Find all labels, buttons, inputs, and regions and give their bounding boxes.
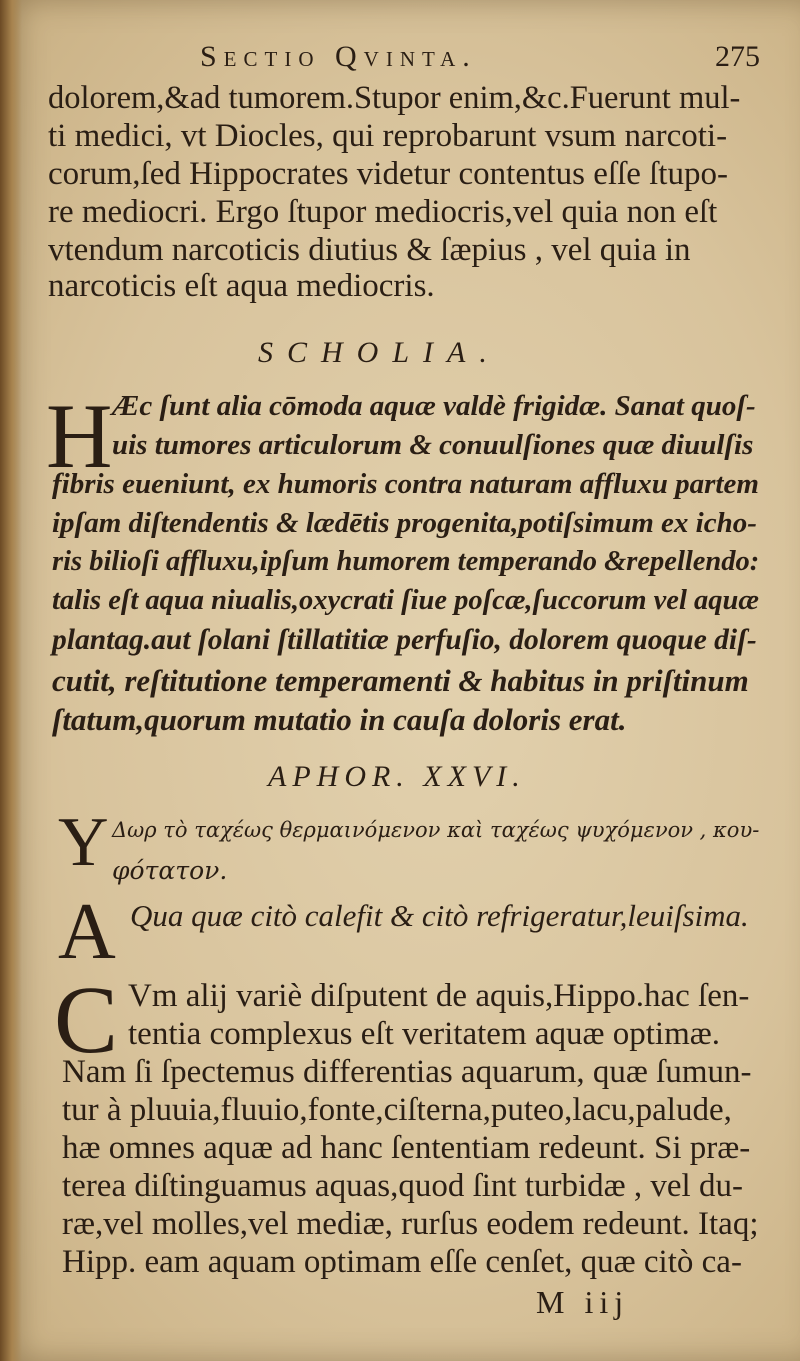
text-line: hæ omnes aquæ ad hanc ſententiam redeunt. Si præ- bbox=[62, 1130, 751, 1166]
text-line: tur à pluuia,fluuio,fonte,ciſterna,puteo,lacu,palude, bbox=[62, 1092, 732, 1128]
greek-drop-cap: Υ bbox=[58, 804, 109, 881]
greek-text-line: Δωρ τὸ ταχέως θερμαινόμενον καὶ ταχέως ψυχόμενον , κου- bbox=[112, 818, 760, 842]
text-line: ſtatum,quorum mutatio in cauſa doloris erat. bbox=[52, 702, 627, 737]
text-line: ipſam diſtendentis & lædētis progenita,potiſsimum ex icho- bbox=[52, 507, 757, 539]
latin-aphorism-line: Qua quæ citò calefit & citò refrigeratur,leuiſsima. bbox=[130, 898, 749, 933]
drop-cap-initial: C bbox=[54, 966, 119, 1073]
text-line: plantag.aut ſolani ſtillatitiæ perfuſio, dolorem quoque diſ- bbox=[52, 624, 757, 656]
signature-mark: M iij bbox=[536, 1284, 630, 1320]
page-number: 275 bbox=[715, 40, 760, 73]
text-line: dolorem,&ad tumorem.Stupor enim,&c.Fuerunt mul- bbox=[48, 80, 741, 116]
text-line: vtendum narcoticis diutius & ſæpius , vel quia in bbox=[48, 232, 691, 268]
running-head: Sectio Qvinta. bbox=[200, 40, 477, 73]
text-line: Nam ſi ſpectemus differentias aquarum, quæ ſumun- bbox=[62, 1054, 752, 1090]
scholia-heading: SCHOLIA. bbox=[258, 336, 501, 369]
text-line: corum,ſed Hippocrates videtur contentus eſſe ſtupo- bbox=[48, 156, 728, 192]
text-line: terea diſtinguamus aquas,quod ſint turbidæ , vel du- bbox=[62, 1168, 743, 1204]
text-line: talis eſt aqua niualis,oxycrati ſiue poſcæ,ſuccorum vel aquæ bbox=[52, 585, 759, 616]
greek-text-line: φότατον. bbox=[112, 856, 228, 885]
text-line: fibris eueniunt, ex humoris contra naturam affluxu partem bbox=[52, 468, 759, 500]
text-line: ræ,vel molles,vel mediæ, rurſus eodem redeunt. Itaq; bbox=[62, 1206, 759, 1242]
text-line: narcoticis eſt aqua mediocris. bbox=[48, 268, 435, 304]
page-header bbox=[200, 40, 760, 76]
aphorism-heading: APHOR. XXVI. bbox=[268, 760, 526, 793]
text-line: tentia complexus eſt veritatem aquæ optimæ. bbox=[128, 1016, 721, 1052]
text-line: ti medici, vt Diocles, qui reprobarunt vsum narcoti- bbox=[48, 118, 728, 154]
text-line: uis tumores articulorum & conuulſiones quæ diuulſis bbox=[112, 429, 754, 461]
drop-cap-initial: H bbox=[46, 385, 113, 487]
page-gutter bbox=[0, 0, 22, 1361]
text-line: Hipp. eam aquam optimam eſſe cenſet, quæ citò ca- bbox=[62, 1244, 742, 1280]
text-line: ris bilioſi affluxu,ipſum humorem temperando &repellendo: bbox=[52, 546, 760, 577]
text-line: cutit, reſtitutione temperamenti & habitus in priſtinum bbox=[52, 663, 749, 698]
latin-drop-cap: A bbox=[58, 888, 116, 976]
text-line: Æc ſunt alia cōmoda aquæ valdè frigidæ. Sanat quoſ- bbox=[112, 390, 756, 422]
text-line: re mediocri. Ergo ſtupor mediocris,vel quia non eſt bbox=[48, 194, 718, 230]
text-line: Vm alij variè diſputent de aquis,Hippo.hac ſen- bbox=[128, 978, 750, 1014]
